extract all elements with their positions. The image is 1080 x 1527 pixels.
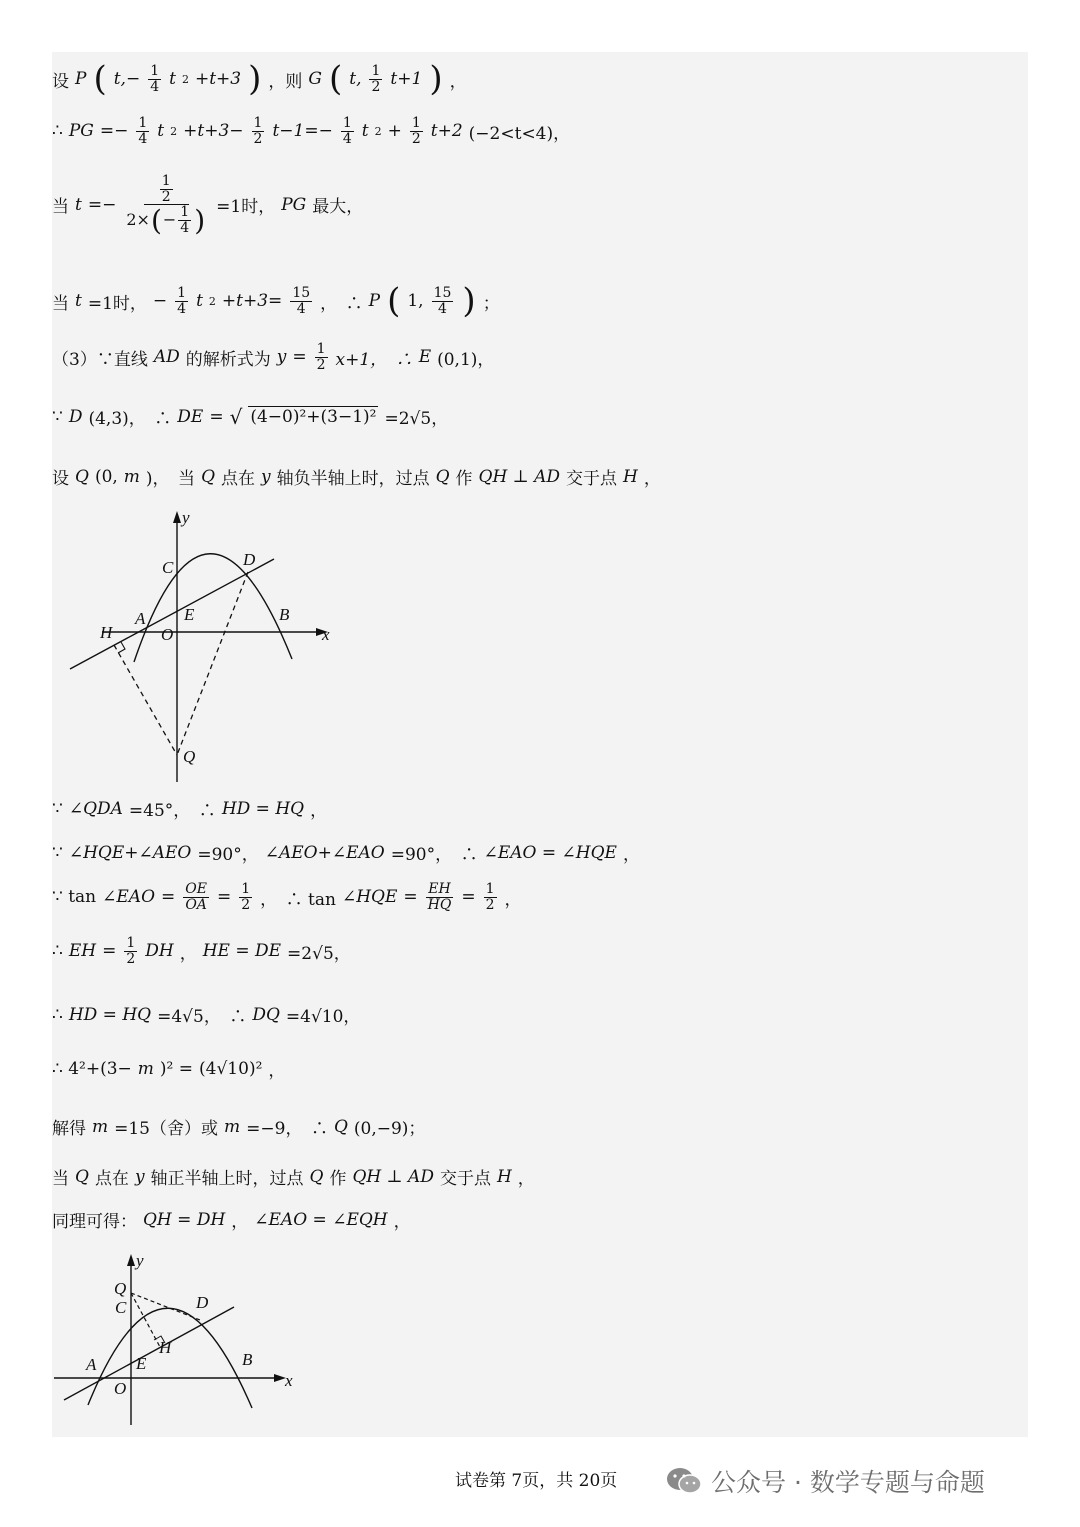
text: (−2<t<4)，	[468, 123, 571, 144]
fraction: $\frac{1}{4}$	[177, 284, 187, 317]
text: EH	[68, 941, 97, 962]
fraction: $\frac{1}{4}$	[150, 62, 160, 95]
text: =2√5，	[384, 409, 449, 429]
label-y: y	[136, 1251, 144, 1270]
line-5	[52, 342, 494, 372]
fraction: $\frac{1}{2}$	[241, 881, 251, 913]
label-C: C	[162, 558, 174, 577]
text: =	[216, 887, 232, 908]
line-7	[52, 464, 661, 489]
line-15	[52, 1164, 535, 1189]
text: =	[403, 887, 418, 908]
fraction: $\frac{1}{2}$	[253, 115, 263, 147]
paren: )	[248, 59, 262, 99]
text: =−	[87, 194, 117, 215]
label-B: B	[242, 1350, 253, 1369]
paren: (	[93, 59, 107, 99]
paren: (	[328, 59, 343, 99]
text: −	[152, 291, 168, 311]
text: Q	[201, 466, 215, 487]
text: ∵	[52, 406, 63, 427]
text: ，	[517, 1169, 535, 1189]
text: QH ⊥ AD	[352, 1166, 434, 1187]
text: =−9， ∴	[246, 1119, 328, 1139]
text: 最大，	[312, 197, 364, 218]
text: 交于点	[439, 1169, 491, 1189]
text: =4√10，	[285, 1007, 361, 1027]
y-arrow	[173, 511, 181, 523]
text: t	[157, 121, 165, 142]
paren: (	[387, 281, 401, 321]
text: =	[209, 406, 224, 427]
text: =	[461, 887, 476, 908]
text: t+1	[390, 69, 423, 89]
line-10	[52, 882, 522, 912]
text: t	[169, 69, 176, 89]
paren: )	[429, 59, 443, 99]
line-1: 设 P ( t,− $\frac{1}{4}$ t 2 +t+3 ) ，则 G ( t, $\frac{1}{2}$ t+1 ) ，	[52, 59, 467, 99]
text: +t+3=	[221, 291, 283, 311]
text: ，	[231, 1212, 249, 1232]
text: 设	[52, 469, 69, 489]
line-14	[52, 1114, 425, 1139]
text: 当	[52, 293, 69, 314]
text: HD = HQ	[68, 1004, 152, 1025]
text: t−1=−	[272, 121, 333, 142]
label-A: A	[135, 609, 146, 628]
text: t	[75, 194, 82, 215]
label-Q: Q	[183, 747, 196, 766]
text: t,−	[113, 69, 141, 89]
text: )² =	[159, 1058, 194, 1079]
text: 作	[455, 469, 473, 489]
line-2: ∴ PG =− $\frac{1}{4}$ t 2 +t+3− $\frac{1}{2}$ t−1=− $\frac{1}{4}$ t 2 + $\frac{1}{2}$ t+2 (−2<t<4)，	[52, 115, 571, 147]
label-O: O	[114, 1379, 127, 1398]
text: ，	[268, 1061, 286, 1081]
text: 当	[52, 1169, 69, 1189]
page-number: 试卷第 7页，共 20页	[455, 1471, 618, 1491]
text: PG	[281, 194, 307, 215]
text: ∠EAO = ∠EQH	[254, 1209, 388, 1230]
fraction: $\frac{15}{4}$	[433, 284, 452, 317]
text: P	[368, 291, 381, 311]
text: 当	[52, 197, 69, 218]
line-8	[52, 796, 327, 821]
text: ∵	[52, 842, 63, 863]
label-H: H	[159, 1338, 172, 1357]
text: Q	[333, 1116, 348, 1137]
line-11	[52, 936, 351, 966]
line-16	[52, 1207, 411, 1232]
line-9	[52, 840, 640, 865]
text: D	[68, 406, 83, 427]
text: ，	[179, 943, 197, 964]
text: ，	[504, 889, 522, 910]
text: 同理可得：	[52, 1212, 137, 1232]
label-y: y	[182, 508, 190, 527]
text: +t+3	[194, 69, 242, 89]
text: t	[75, 291, 82, 311]
parabola	[88, 1308, 252, 1408]
label-C: C	[115, 1298, 127, 1317]
fraction: $\frac{1}{4}$	[342, 115, 352, 147]
text: =15（舍）或	[114, 1119, 219, 1139]
text: m	[123, 466, 140, 487]
text: 交于点	[566, 469, 618, 489]
figure-1-svg	[62, 507, 352, 792]
text: ，	[393, 1212, 411, 1232]
label-O: O	[161, 625, 174, 644]
text: ∠EAO	[102, 887, 156, 908]
text: HE = DE	[202, 941, 282, 962]
compound-fraction: $\frac{1}{2}$ 2× ( − $\frac{1}{4}$ )	[126, 173, 206, 237]
text: =90°，	[197, 845, 259, 865]
line-4: 当 t =1时， − $\frac{1}{4}$ t 2 +t+3= $\frac{15}{4}$ ， ∴ P ( 1, $\frac{15}{4}$ ) ；	[52, 281, 500, 321]
fraction: $\frac{1}{4}$	[138, 115, 148, 147]
text: t+2	[430, 121, 463, 142]
text: m	[137, 1058, 154, 1079]
text: ∠HQE+∠AEO	[68, 842, 192, 863]
text: E	[418, 347, 432, 368]
fraction: $\frac{OE}{OA}$	[185, 881, 207, 913]
text: ， ∴	[320, 293, 363, 314]
text: PG	[68, 121, 94, 142]
text: Q	[435, 466, 450, 487]
text: Q	[75, 1166, 89, 1187]
text: DH	[145, 941, 174, 962]
text: t	[361, 121, 369, 142]
text: ，	[622, 845, 640, 865]
fraction: $\frac{1}{2}$	[316, 341, 326, 373]
text: m	[224, 1116, 241, 1137]
text: 轴负半轴上时，过点	[276, 469, 430, 489]
text: =2√5，	[287, 943, 351, 964]
text: QH ⊥ AD	[478, 466, 561, 487]
text: =45°， ∴	[128, 801, 216, 821]
label-E: E	[184, 605, 195, 624]
text: +t+3−	[183, 121, 244, 142]
text: =	[102, 941, 117, 962]
text: x+1， ∴	[335, 349, 413, 370]
line-13	[52, 1056, 285, 1081]
figure-2-svg	[52, 1250, 312, 1435]
right-angle-mark	[118, 642, 125, 653]
label-x: x	[322, 625, 330, 644]
label-D: D	[196, 1293, 209, 1312]
wechat-icon	[665, 1466, 703, 1496]
text: AD	[153, 347, 180, 368]
text: 1,	[407, 291, 424, 311]
label-D: D	[243, 550, 256, 569]
radical: (4−0)²+(3−1)²	[250, 407, 377, 427]
figure-1	[62, 507, 352, 796]
label-E: E	[136, 1354, 147, 1373]
text: =−	[99, 121, 129, 142]
label-B: B	[279, 605, 290, 624]
text: ，	[643, 469, 661, 489]
text: (0,	[94, 466, 118, 487]
text: ∠EAO = ∠HQE	[483, 842, 617, 863]
segment-QD	[131, 1293, 200, 1320]
text: DE	[177, 406, 204, 427]
text: m	[92, 1116, 109, 1137]
line-6: ∵ D (4,3)， ∴ DE = √ (4−0)²+(3−1)² =2√5，	[52, 404, 449, 429]
figure-2	[52, 1250, 312, 1439]
text: HD = HQ	[221, 798, 305, 819]
text: ∠HQE	[341, 887, 398, 908]
var-P: P	[75, 69, 87, 89]
text: 点在	[94, 1169, 129, 1189]
text: =	[292, 347, 307, 368]
text: y	[134, 1166, 145, 1187]
line-12	[52, 1002, 360, 1027]
text: ∠QDA	[68, 798, 123, 819]
text: ∴	[52, 941, 63, 962]
text: 设	[52, 71, 69, 92]
text: =90°， ∴	[390, 845, 478, 865]
var-G: G	[308, 69, 322, 89]
segment-DQ	[177, 572, 248, 755]
watermark-text: 公众号 · 数学专题与命题	[711, 1468, 985, 1497]
fraction: $\frac{1}{2}$	[126, 935, 136, 967]
fraction: $\frac{1}{2}$	[411, 115, 421, 147]
fraction: $\frac{1}{2}$	[371, 62, 381, 95]
line-AD	[64, 1307, 234, 1400]
label-H: H	[100, 623, 113, 642]
text: DQ	[252, 1004, 280, 1025]
text: 的解析式为	[185, 349, 271, 370]
text: QH = DH	[143, 1209, 226, 1230]
text: H	[496, 1166, 512, 1187]
text: ∠AEO+∠EAO	[264, 842, 385, 863]
fraction: $\frac{EH}{HQ}$	[427, 881, 452, 913]
text: )， 当	[145, 469, 196, 489]
text: ；	[482, 293, 500, 314]
text: Q	[309, 1166, 324, 1187]
label-A: A	[86, 1355, 97, 1374]
text: (0,−9)；	[353, 1119, 426, 1139]
parabola	[134, 554, 292, 662]
document-page	[52, 52, 1028, 1437]
text: t,	[349, 69, 362, 89]
text: ∴	[52, 1004, 63, 1025]
segment-HQ	[114, 645, 177, 755]
fraction: $\frac{15}{4}$	[292, 284, 311, 317]
text: 轴正半轴上时，过点	[150, 1169, 304, 1189]
y-arrow	[127, 1254, 135, 1266]
text: 点在	[221, 469, 255, 489]
text: （3）∵直线	[52, 349, 148, 370]
text: =1时，	[87, 293, 147, 314]
text: 解得	[52, 1119, 86, 1139]
line-3	[52, 174, 363, 236]
text: ，	[310, 801, 328, 821]
text: 作	[329, 1169, 347, 1189]
text: ，	[449, 71, 467, 92]
text: H	[623, 466, 638, 487]
label-x: x	[285, 1371, 293, 1390]
text: ∵ tan	[52, 887, 97, 908]
text: ∴ 4²+(3−	[52, 1058, 132, 1079]
text: (0,1)，	[437, 349, 495, 370]
text: ∵	[52, 798, 63, 819]
text: =4√5， ∴	[157, 1007, 247, 1027]
text: Q	[75, 466, 89, 487]
text: +	[387, 121, 402, 142]
text: =	[161, 887, 176, 908]
paren: )	[462, 281, 476, 321]
text: ∴	[52, 121, 63, 142]
fraction: $\frac{1}{2}$	[485, 881, 495, 913]
label-Q: Q	[114, 1279, 127, 1298]
text: (4,3)， ∴	[88, 409, 172, 429]
text: y	[276, 347, 287, 368]
text: ，则	[268, 71, 303, 92]
text: =1时，	[216, 197, 276, 218]
watermark	[665, 1463, 985, 1499]
text: t	[196, 291, 203, 311]
text: ， ∴ tan	[260, 889, 336, 910]
text: y	[261, 466, 271, 487]
text: (4√10)²	[199, 1058, 263, 1079]
